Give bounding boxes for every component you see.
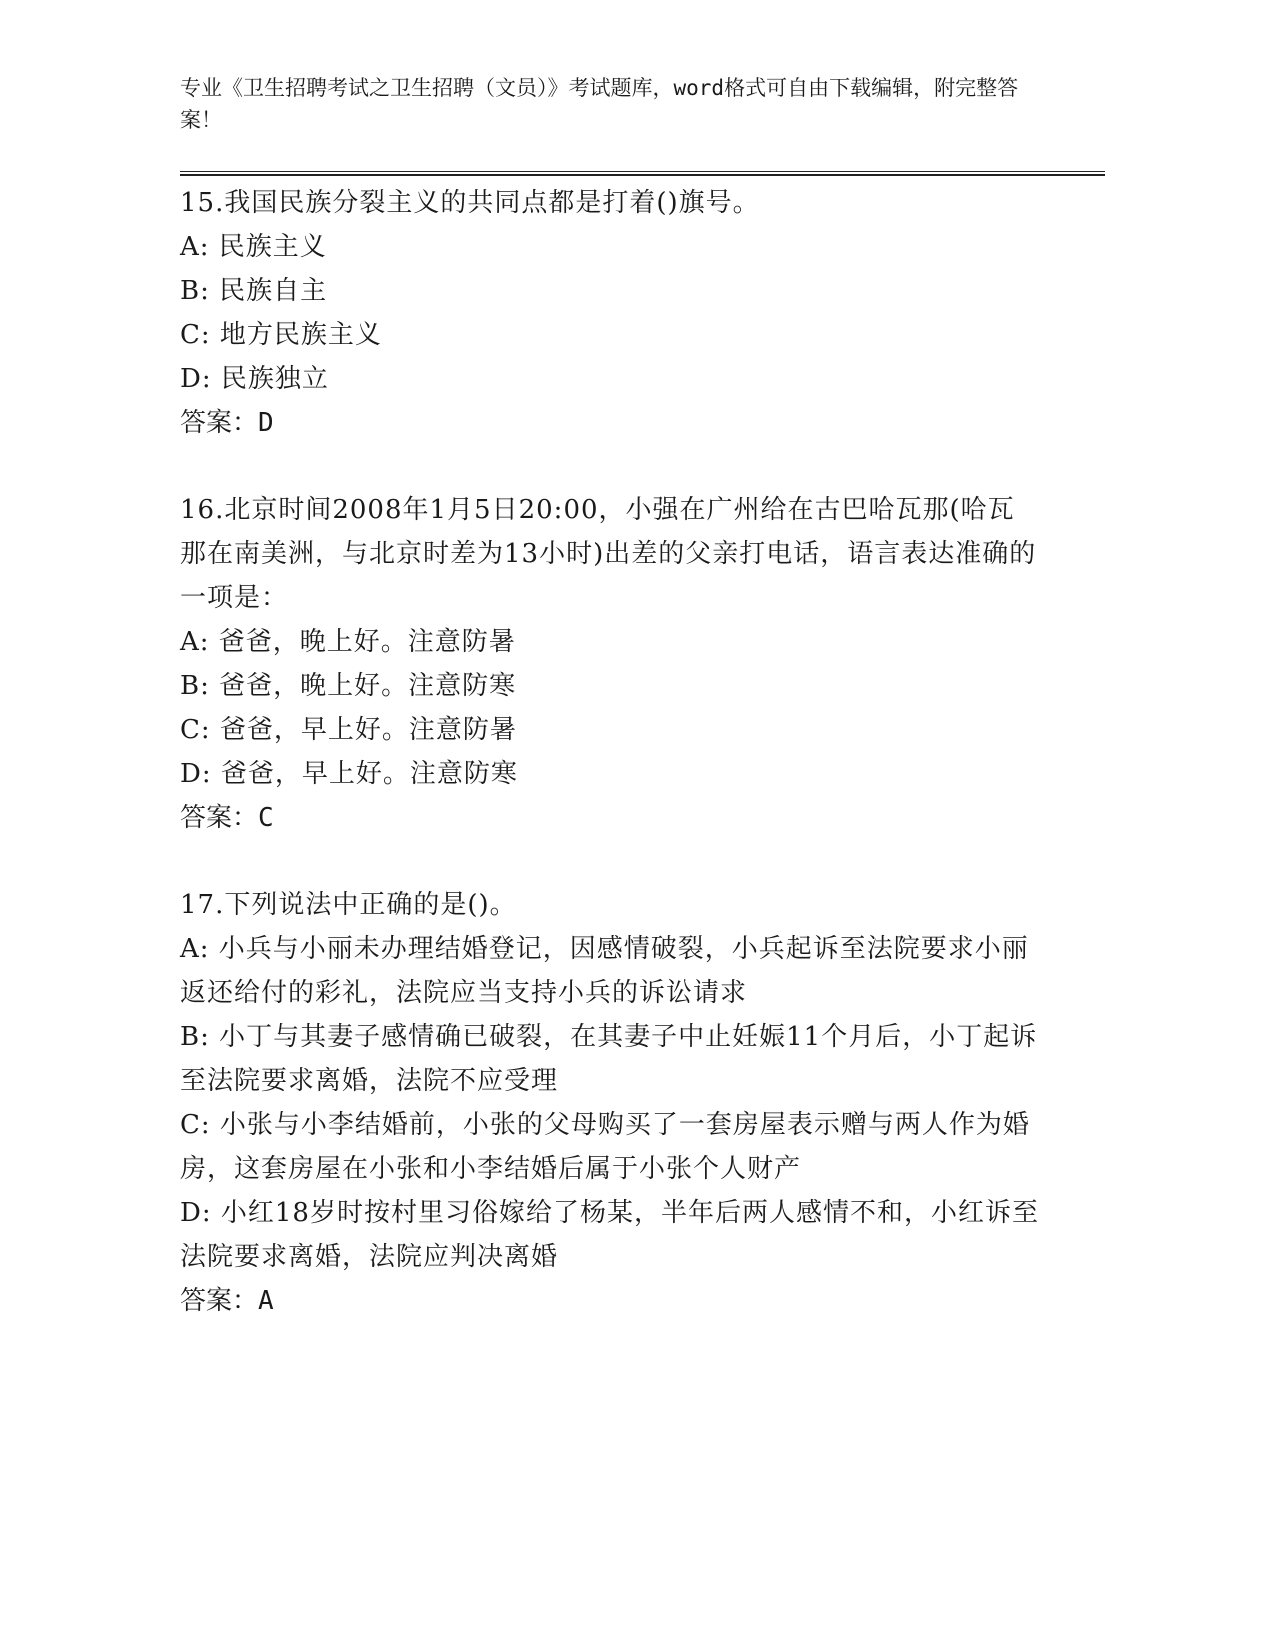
answer-value: C (258, 803, 274, 833)
question-stem: 17.下列说法中正确的是()。 (180, 890, 517, 920)
answer-value: D (258, 408, 274, 438)
option-d: D: 小红18岁时按村里习俗嫁给了杨某，半年后两人感情不和，小红诉至法院要求离婚，法院应判决离婚 (180, 1198, 1039, 1272)
header-divider (180, 171, 1105, 176)
question-stem: 15.我国民族分裂主义的共同点都是打着()旗号。 (180, 188, 760, 218)
document-header: 专业《卫生招聘考试之卫生招聘（文员）》考试题库，word格式可自由下载编辑，附完整答案！ (180, 76, 1019, 132)
question-stem: 16.北京时间2008年1月5日20:00，小强在广州给在古巴哈瓦那(哈瓦那在南美洲，与北京时差为13小时)出差的父亲打电话，语言表达准确的一项是： (180, 495, 1037, 613)
option-c: C: 爸爸，早上好。注意防暑 (180, 715, 517, 745)
answer-label: 答案： (180, 408, 259, 438)
answer-line (180, 401, 1040, 445)
answer-line (180, 796, 1040, 840)
option-a: A: 爸爸，晚上好。注意防暑 (180, 627, 516, 657)
option-b: B: 爸爸，晚上好。注意防寒 (180, 671, 517, 701)
question-list (180, 181, 1040, 1323)
option-a: A: 小兵与小丽未办理结婚登记，因感情破裂，小兵起诉至法院要求小丽返还给付的彩礼，法院应当支持小兵的诉讼请求 (180, 934, 1029, 1008)
option-c: C: 地方民族主义 (180, 320, 382, 350)
question-17 (180, 883, 1040, 1323)
option-a: A: 民族主义 (180, 232, 327, 262)
answer-label: 答案： (180, 803, 259, 833)
answer-label: 答案： (180, 1286, 259, 1316)
question-15 (180, 181, 1040, 445)
question-spacer (180, 840, 1040, 883)
question-spacer (180, 445, 1040, 488)
option-d: D: 民族独立 (180, 364, 329, 394)
option-d: D: 爸爸，早上好。注意防寒 (180, 759, 518, 789)
answer-line (180, 1279, 1040, 1323)
option-b: B: 民族自主 (180, 276, 328, 306)
option-c: C: 小张与小李结婚前，小张的父母购买了一套房屋表示赠与两人作为婚房，这套房屋在小张和小李结婚后属于小张个人财产 (180, 1110, 1030, 1184)
option-b: B: 小丁与其妻子感情确已破裂，在其妻子中止妊娠11个月后，小丁起诉至法院要求离婚，法院不应受理 (180, 1022, 1038, 1096)
answer-value: A (258, 1286, 274, 1316)
question-16 (180, 488, 1040, 840)
